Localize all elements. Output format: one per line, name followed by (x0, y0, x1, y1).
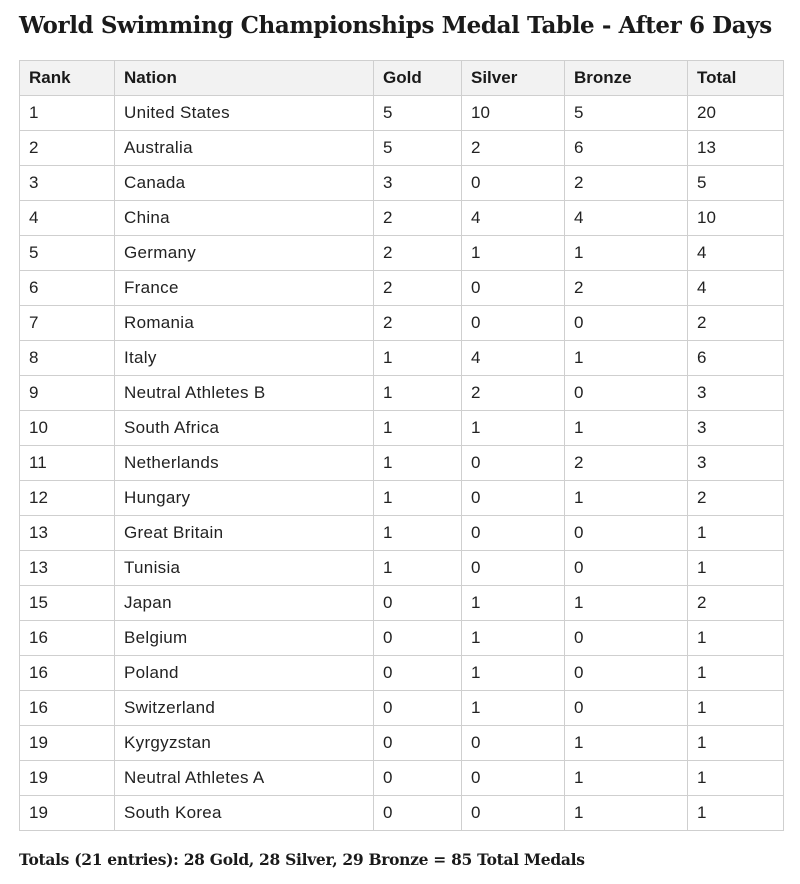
table-row (20, 166, 784, 201)
bronze-cell: 0 (565, 551, 688, 586)
bronze-cell: 0 (565, 656, 688, 691)
total-cell: 3 (688, 446, 784, 481)
table-row (20, 551, 784, 586)
total-cell: 3 (688, 376, 784, 411)
table-row (20, 341, 784, 376)
rank-cell: 5 (20, 236, 115, 271)
total-cell: 13 (688, 131, 784, 166)
bronze-cell: 0 (565, 376, 688, 411)
total-cell: 1 (688, 796, 784, 831)
nation-cell: Switzerland (115, 691, 374, 726)
totals-summary: Totals (21 entries): 28 Gold, 28 Silver, 29 Bronze = 85 Total Medals (19, 850, 585, 869)
total-cell: 1 (688, 621, 784, 656)
total-cell: 6 (688, 341, 784, 376)
rank-cell: 1 (20, 96, 115, 131)
bronze-cell: 1 (565, 726, 688, 761)
nation-cell: Canada (115, 166, 374, 201)
gold-cell: 3 (374, 166, 462, 201)
table-row (20, 796, 784, 831)
rank-cell: 13 (20, 551, 115, 586)
silver-cell: 1 (462, 691, 565, 726)
column-header-total: Total (688, 61, 784, 96)
gold-cell: 2 (374, 271, 462, 306)
nation-cell: South Africa (115, 411, 374, 446)
column-header-bronze: Bronze (565, 61, 688, 96)
table-row (20, 656, 784, 691)
nation-cell: Tunisia (115, 551, 374, 586)
header-row (20, 61, 784, 96)
table-row (20, 691, 784, 726)
bronze-cell: 0 (565, 516, 688, 551)
gold-cell: 5 (374, 131, 462, 166)
nation-cell: United States (115, 96, 374, 131)
silver-cell: 0 (462, 551, 565, 586)
gold-cell: 0 (374, 656, 462, 691)
bronze-cell: 1 (565, 341, 688, 376)
rank-cell: 9 (20, 376, 115, 411)
bronze-cell: 2 (565, 271, 688, 306)
rank-cell: 13 (20, 516, 115, 551)
bronze-cell: 1 (565, 481, 688, 516)
nation-cell: Poland (115, 656, 374, 691)
page-title: World Swimming Championships Medal Table - After 6 Days (19, 12, 772, 39)
silver-cell: 0 (462, 796, 565, 831)
silver-cell: 10 (462, 96, 565, 131)
column-header-rank: Rank (20, 61, 115, 96)
gold-cell: 1 (374, 551, 462, 586)
total-cell: 2 (688, 481, 784, 516)
nation-cell: Neutral Athletes B (115, 376, 374, 411)
table-row (20, 726, 784, 761)
bronze-cell: 2 (565, 446, 688, 481)
nation-cell: China (115, 201, 374, 236)
bronze-cell: 4 (565, 201, 688, 236)
table-row (20, 621, 784, 656)
table-row (20, 271, 784, 306)
silver-cell: 1 (462, 586, 565, 621)
rank-cell: 7 (20, 306, 115, 341)
bronze-cell: 0 (565, 691, 688, 726)
gold-cell: 1 (374, 341, 462, 376)
silver-cell: 1 (462, 236, 565, 271)
table-row (20, 96, 784, 131)
rank-cell: 19 (20, 761, 115, 796)
nation-cell: Hungary (115, 481, 374, 516)
bronze-cell: 2 (565, 166, 688, 201)
table-row (20, 761, 784, 796)
table-row (20, 236, 784, 271)
rank-cell: 19 (20, 796, 115, 831)
gold-cell: 0 (374, 761, 462, 796)
gold-cell: 1 (374, 446, 462, 481)
gold-cell: 1 (374, 411, 462, 446)
silver-cell: 1 (462, 656, 565, 691)
table-row (20, 306, 784, 341)
rank-cell: 12 (20, 481, 115, 516)
table-row (20, 131, 784, 166)
table-row (20, 481, 784, 516)
nation-cell: Romania (115, 306, 374, 341)
silver-cell: 1 (462, 411, 565, 446)
nation-cell: Australia (115, 131, 374, 166)
gold-cell: 5 (374, 96, 462, 131)
silver-cell: 0 (462, 481, 565, 516)
gold-cell: 1 (374, 481, 462, 516)
total-cell: 5 (688, 166, 784, 201)
gold-cell: 2 (374, 236, 462, 271)
table-row (20, 376, 784, 411)
rank-cell: 6 (20, 271, 115, 306)
column-header-gold: Gold (374, 61, 462, 96)
table-row (20, 446, 784, 481)
silver-cell: 4 (462, 201, 565, 236)
rank-cell: 8 (20, 341, 115, 376)
rank-cell: 15 (20, 586, 115, 621)
gold-cell: 0 (374, 691, 462, 726)
table-row (20, 411, 784, 446)
silver-cell: 0 (462, 271, 565, 306)
rank-cell: 11 (20, 446, 115, 481)
medal-table (19, 60, 784, 831)
bronze-cell: 6 (565, 131, 688, 166)
gold-cell: 0 (374, 621, 462, 656)
gold-cell: 1 (374, 516, 462, 551)
table-header (20, 61, 784, 96)
table-row (20, 586, 784, 621)
nation-cell: Japan (115, 586, 374, 621)
total-cell: 2 (688, 586, 784, 621)
rank-cell: 4 (20, 201, 115, 236)
total-cell: 1 (688, 691, 784, 726)
nation-cell: Germany (115, 236, 374, 271)
silver-cell: 4 (462, 341, 565, 376)
bronze-cell: 1 (565, 761, 688, 796)
total-cell: 1 (688, 656, 784, 691)
gold-cell: 0 (374, 726, 462, 761)
table-body (20, 96, 784, 831)
nation-cell: Italy (115, 341, 374, 376)
gold-cell: 1 (374, 376, 462, 411)
rank-cell: 10 (20, 411, 115, 446)
gold-cell: 2 (374, 201, 462, 236)
nation-cell: Great Britain (115, 516, 374, 551)
silver-cell: 1 (462, 621, 565, 656)
rank-cell: 19 (20, 726, 115, 761)
nation-cell: France (115, 271, 374, 306)
total-cell: 20 (688, 96, 784, 131)
rank-cell: 16 (20, 691, 115, 726)
rank-cell: 2 (20, 131, 115, 166)
total-cell: 1 (688, 761, 784, 796)
bronze-cell: 1 (565, 411, 688, 446)
bronze-cell: 5 (565, 96, 688, 131)
rank-cell: 16 (20, 656, 115, 691)
silver-cell: 2 (462, 376, 565, 411)
bronze-cell: 1 (565, 796, 688, 831)
silver-cell: 0 (462, 516, 565, 551)
total-cell: 1 (688, 516, 784, 551)
total-cell: 4 (688, 236, 784, 271)
nation-cell: Netherlands (115, 446, 374, 481)
column-header-silver: Silver (462, 61, 565, 96)
silver-cell: 2 (462, 131, 565, 166)
gold-cell: 2 (374, 306, 462, 341)
nation-cell: Kyrgyzstan (115, 726, 374, 761)
table-row (20, 516, 784, 551)
total-cell: 4 (688, 271, 784, 306)
bronze-cell: 0 (565, 621, 688, 656)
total-cell: 2 (688, 306, 784, 341)
bronze-cell: 1 (565, 236, 688, 271)
silver-cell: 0 (462, 761, 565, 796)
silver-cell: 0 (462, 446, 565, 481)
total-cell: 1 (688, 551, 784, 586)
rank-cell: 3 (20, 166, 115, 201)
gold-cell: 0 (374, 796, 462, 831)
silver-cell: 0 (462, 166, 565, 201)
nation-cell: Belgium (115, 621, 374, 656)
bronze-cell: 1 (565, 586, 688, 621)
gold-cell: 0 (374, 586, 462, 621)
column-header-nation: Nation (115, 61, 374, 96)
nation-cell: Neutral Athletes A (115, 761, 374, 796)
bronze-cell: 0 (565, 306, 688, 341)
total-cell: 1 (688, 726, 784, 761)
total-cell: 3 (688, 411, 784, 446)
table-row (20, 201, 784, 236)
silver-cell: 0 (462, 726, 565, 761)
total-cell: 10 (688, 201, 784, 236)
silver-cell: 0 (462, 306, 565, 341)
rank-cell: 16 (20, 621, 115, 656)
nation-cell: South Korea (115, 796, 374, 831)
